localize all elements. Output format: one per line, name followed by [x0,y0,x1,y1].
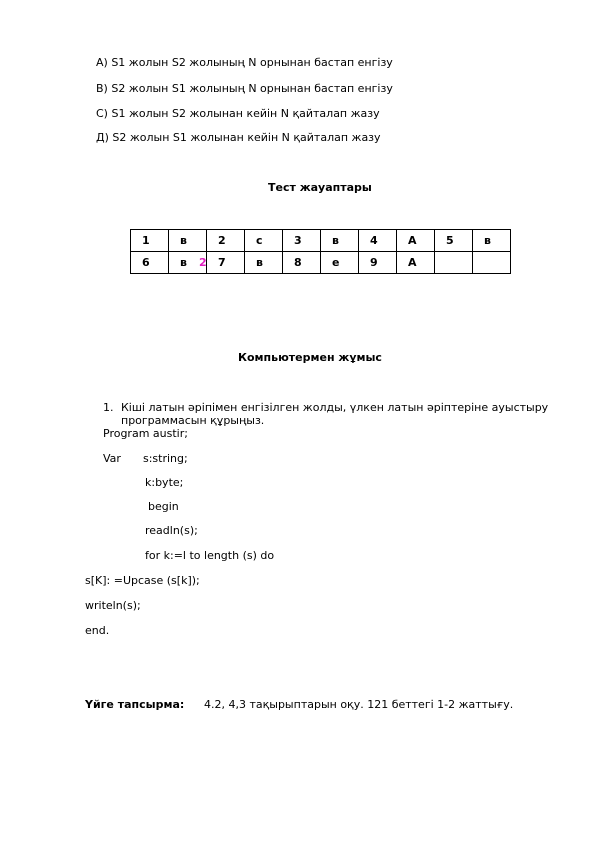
task-number: 1. [103,401,114,414]
option-a: А) S1 жолын S2 жолының N орнынан бастап енгізу [96,56,393,69]
task-text-line1: Кіші латын әріпімен енгізілген жолды, үлкен латын әріптеріне ауыстыру [121,401,549,414]
table-cell: в [473,230,511,252]
code-line: s:string; [143,452,188,465]
code-line: Var [103,452,121,465]
answer-table [130,229,511,274]
table-cell [169,252,207,274]
test-answers-heading: Тест жауаптары [268,181,372,194]
table-cell: 6 [131,252,169,274]
table-cell [473,252,511,274]
table-cell: 9 [359,252,397,274]
table-row [131,252,511,274]
table-cell: с [245,230,283,252]
table-cell: 4 [359,230,397,252]
table-cell: 7 [207,252,245,274]
code-line: begin [148,500,179,513]
code-line: readln(s); [145,524,198,537]
option-b: В) S2 жолын S1 жолының N орнынан бастап енгізу [96,82,393,95]
option-d: Д) S2 жолын S1 жолынан кейін N қайталап жазу [96,131,381,144]
correction-mark: 2 [198,256,207,269]
computer-work-heading: Компьютермен жұмыс [238,351,382,364]
table-cell: в [245,252,283,274]
option-c: С) S1 жолын S2 жолынан кейін N қайталап жазу [96,107,380,120]
code-line: s[K]: =Upcase (s[k]); [85,574,200,587]
table-cell: А [397,230,435,252]
code-line: for k:=l to length (s) do [145,549,275,562]
code-line: writeln(s); [85,599,141,612]
table-cell: е [321,252,359,274]
cell-value: в [180,256,187,269]
table-cell: 1 [131,230,169,252]
table-cell: 2 [207,230,245,252]
table-row [131,230,511,252]
task-text-line2: программасын құрыңыз. [121,414,265,427]
code-line: k:byte; [145,476,184,489]
table-cell: 5 [435,230,473,252]
homework-label: Үйге тапсырма: [85,698,185,711]
homework-text: 4.2, 4,3 тақырыптарын оқу. 121 беттегі 1-2 жаттығу. [204,698,514,711]
table-cell: 8 [283,252,321,274]
code-line: end. [85,624,110,637]
table-cell [435,252,473,274]
table-cell: в [169,230,207,252]
table-cell: А [397,252,435,274]
code-line: Program austir; [103,427,188,440]
table-cell: 3 [283,230,321,252]
table-cell: в [321,230,359,252]
